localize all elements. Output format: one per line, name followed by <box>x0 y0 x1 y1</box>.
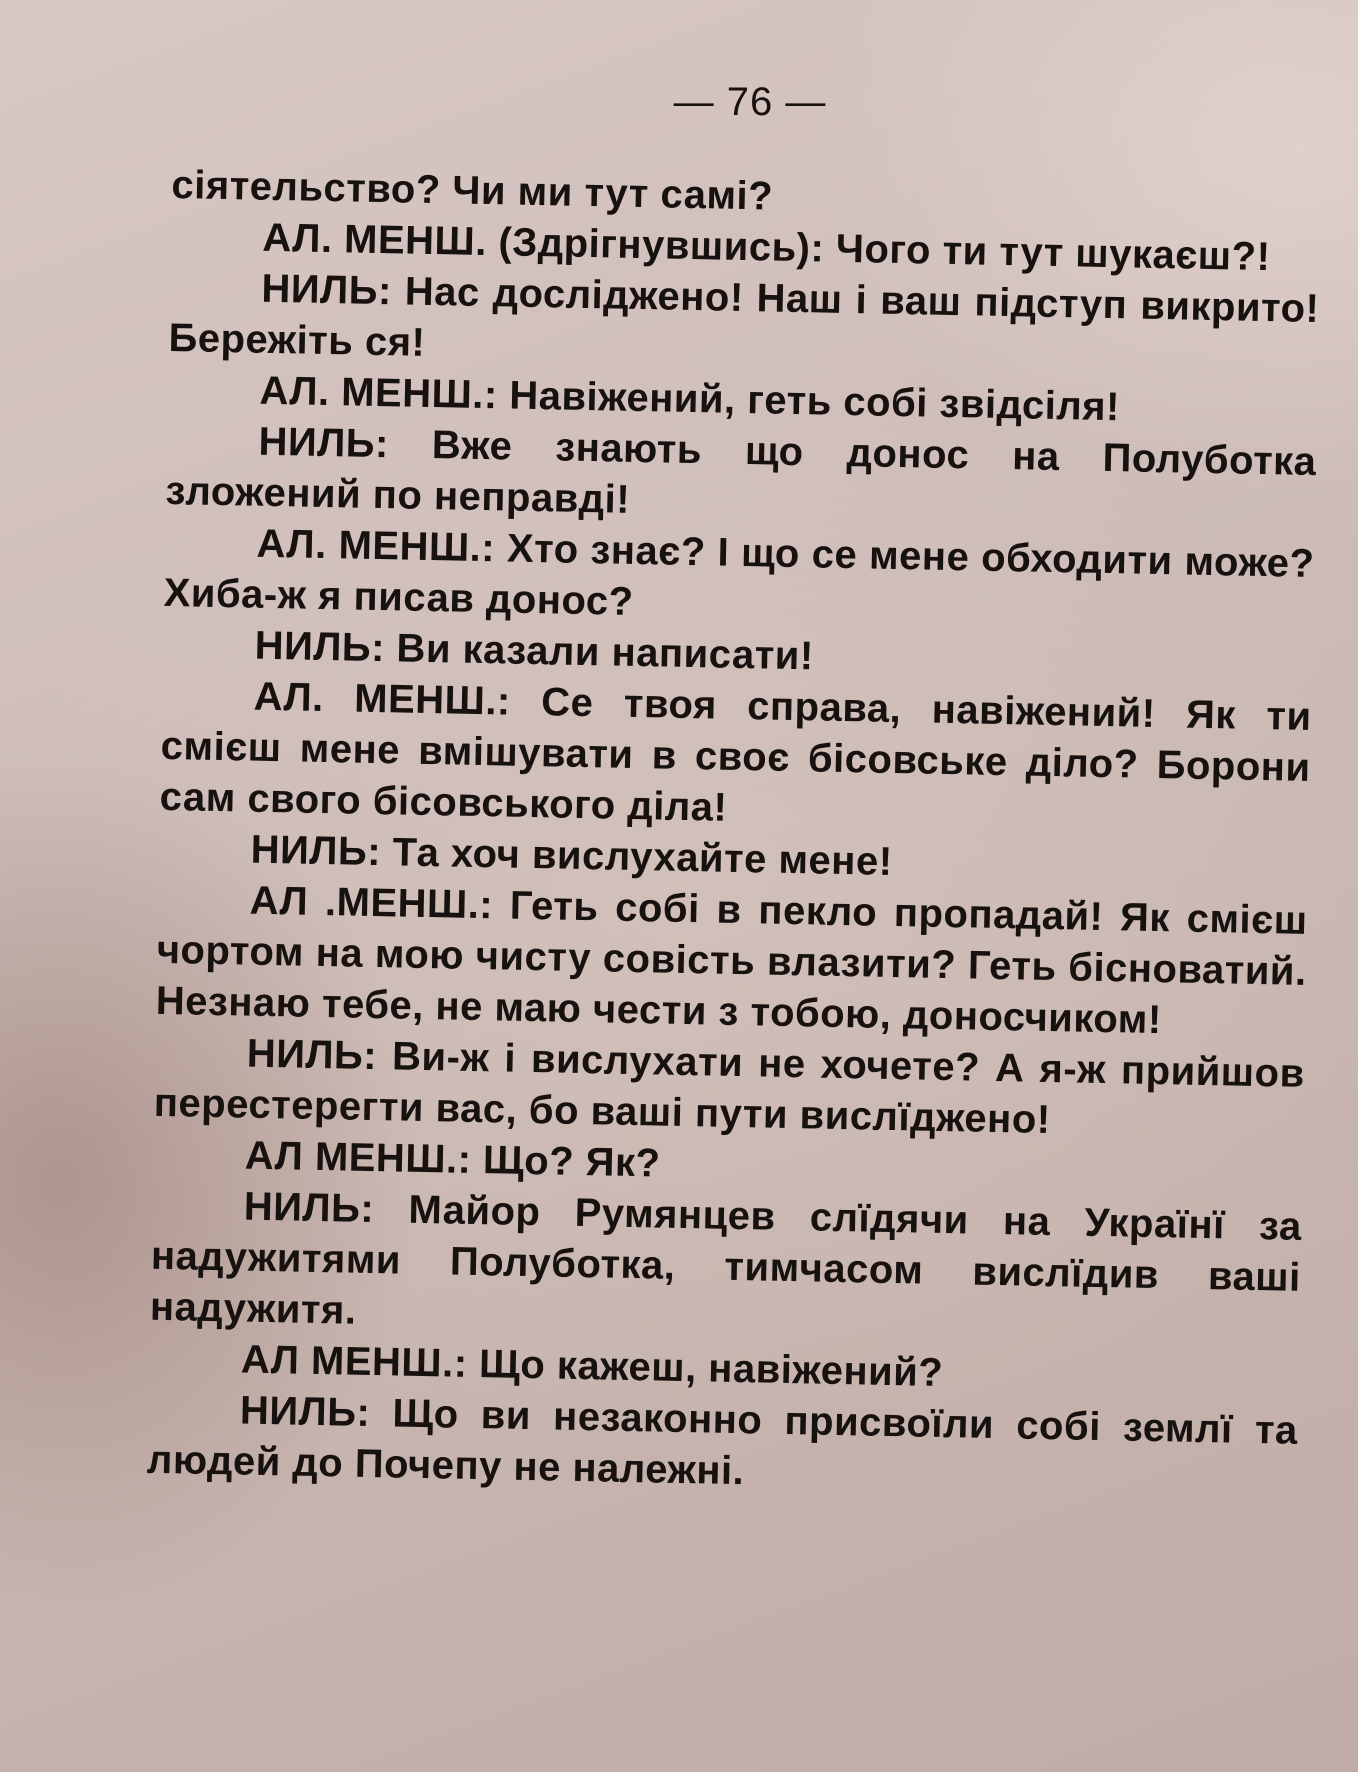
line-text: Геть собі в пекло пропадай! Як смієш чортом на мою чисту совість влазити? Геть бісноватий. Незнаю тебе, не маю чести з тобою, доносчиком! <box>155 883 1309 1043</box>
line-text: Хто знає? І що се мене обходити може? Хиба-ж я писав донос? <box>163 526 1315 624</box>
speaker-name: АЛ. МЕНШ.: <box>253 674 512 724</box>
speaker-name: АЛ. МЕНШ.: <box>259 368 499 418</box>
page-number: — 76 — <box>673 80 827 124</box>
line-text: Майор Румянцев слїдячи на Українї за надужитями Полуботка, тимчасом вислїдив ваші надужитя. <box>149 1187 1303 1333</box>
line-text: Вже знають що донос на Полуботка зложений по неправді! <box>165 422 1317 522</box>
line-text: Ви-ж і вислухати не хочете? А я-ж прийшов перестерегти вас, бо ваші пути вислїджено! <box>153 1034 1306 1143</box>
speaker-name: НИЛЬ: <box>246 1031 378 1079</box>
speaker-name: АЛ .МЕНШ.: <box>249 878 494 928</box>
line-text: Навіжений, геть собі звідсіля! <box>497 373 1121 430</box>
line-text: сіятельство? Чи ми тут самі? <box>171 162 774 219</box>
dialogue-line <box>147 1384 1299 1508</box>
speaker-name: АЛ МЕНШ.: <box>244 1133 472 1182</box>
line-text: Ви казали написати! <box>384 626 815 679</box>
speaker-name: НИЛЬ: <box>254 623 386 671</box>
speaker-name: АЛ. МЕНШ. <box>262 215 488 265</box>
line-text: Що ви незаконно присвоїли собі землї та людей до Почепу не належні. <box>146 1391 1299 1494</box>
line-text: Що кажеш, навіжений? <box>467 1341 944 1396</box>
speaker-name: НИЛЬ: <box>239 1388 371 1436</box>
speaker-name: АЛ. МЕНШ.: <box>256 521 496 571</box>
line-text: Та хоч вислухайте мене! <box>380 830 893 884</box>
line-text: Нас досліджено! Наш і ваш підступ викрито! Бережіть ся! <box>168 269 1320 365</box>
speaker-name: НИЛЬ: <box>250 827 382 875</box>
dialogue-line <box>159 670 1312 845</box>
line-text: Що? Як? <box>471 1137 661 1186</box>
speaker-name: НИЛЬ: <box>261 266 393 314</box>
speaker-name: НИЛЬ: <box>258 419 390 467</box>
speaker-name: НИЛЬ: <box>243 1184 375 1232</box>
speaker-name: АЛ МЕНШ.: <box>240 1337 468 1386</box>
dialogue-line <box>149 1180 1302 1355</box>
dialogue-line <box>155 874 1308 1049</box>
play-text <box>147 160 1322 1508</box>
line-text: (Здрігнувшись): Чого ти тут шукаєш?! <box>486 220 1271 280</box>
line-text: Се твоя справа, навіжений! Як ти смієш мене вмішувати в своє бісовське діло? Борони сам свого бісовського діла! <box>159 679 1312 830</box>
